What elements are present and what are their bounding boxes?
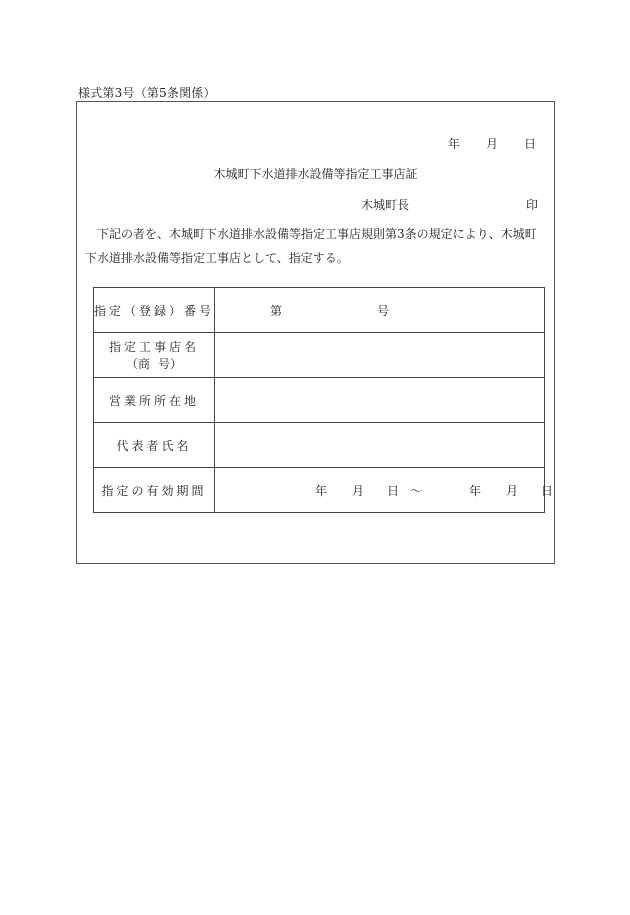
table-row <box>94 333 545 378</box>
period-to-month: 月 <box>506 484 519 498</box>
label-registration-number: 指定（登録）番号 <box>94 288 215 333</box>
value-contractor-name <box>215 333 545 378</box>
certificate-title: 木城町下水道排水設備等指定工事店証 <box>213 167 418 181</box>
date-month: 月 <box>485 137 498 151</box>
value-representative-name <box>215 423 545 468</box>
table-row <box>94 288 545 333</box>
value-validity-period <box>215 468 554 513</box>
issue-date <box>448 135 536 152</box>
value-office-address <box>215 378 545 423</box>
label-contractor-name <box>94 333 215 378</box>
certificate-frame <box>76 101 555 564</box>
table-row <box>94 378 545 423</box>
value-registration-number <box>215 288 545 333</box>
certificate-body: 下記の者を、木城町下水道排水設備等指定工事店規則第3条の規定により、木城町下水道排水設備等指定工事店として、指定する。 <box>85 227 537 265</box>
certificate-table <box>93 287 554 513</box>
period-tilde: ～ <box>410 484 423 498</box>
period-from-day: 日 <box>387 484 400 498</box>
period-from-year: 年 <box>315 484 328 498</box>
number-prefix: 第 <box>270 304 283 318</box>
label-representative-name: 代表者氏名 <box>94 423 215 468</box>
table-row <box>94 468 545 513</box>
label-validity-period: 指定の有効期間 <box>94 468 215 513</box>
trade-name-sublabel: （商 号） <box>125 357 183 371</box>
period-from-month: 月 <box>352 484 365 498</box>
period-to-day: 日 <box>541 484 554 498</box>
date-day: 日 <box>523 137 536 151</box>
issuer-name: 木城町長 <box>361 198 410 212</box>
label-office-address: 営業所所在地 <box>94 378 215 423</box>
issuer-line <box>361 196 538 213</box>
period-to-year: 年 <box>469 484 482 498</box>
number-suffix: 号 <box>377 304 390 318</box>
contractor-name-label: 指定工事店名 <box>109 340 200 354</box>
seal-mark: 印 <box>525 198 538 212</box>
table-row <box>94 423 545 468</box>
date-year: 年 <box>447 137 460 151</box>
form-number: 様式第3号（第5条関係） <box>78 86 216 100</box>
